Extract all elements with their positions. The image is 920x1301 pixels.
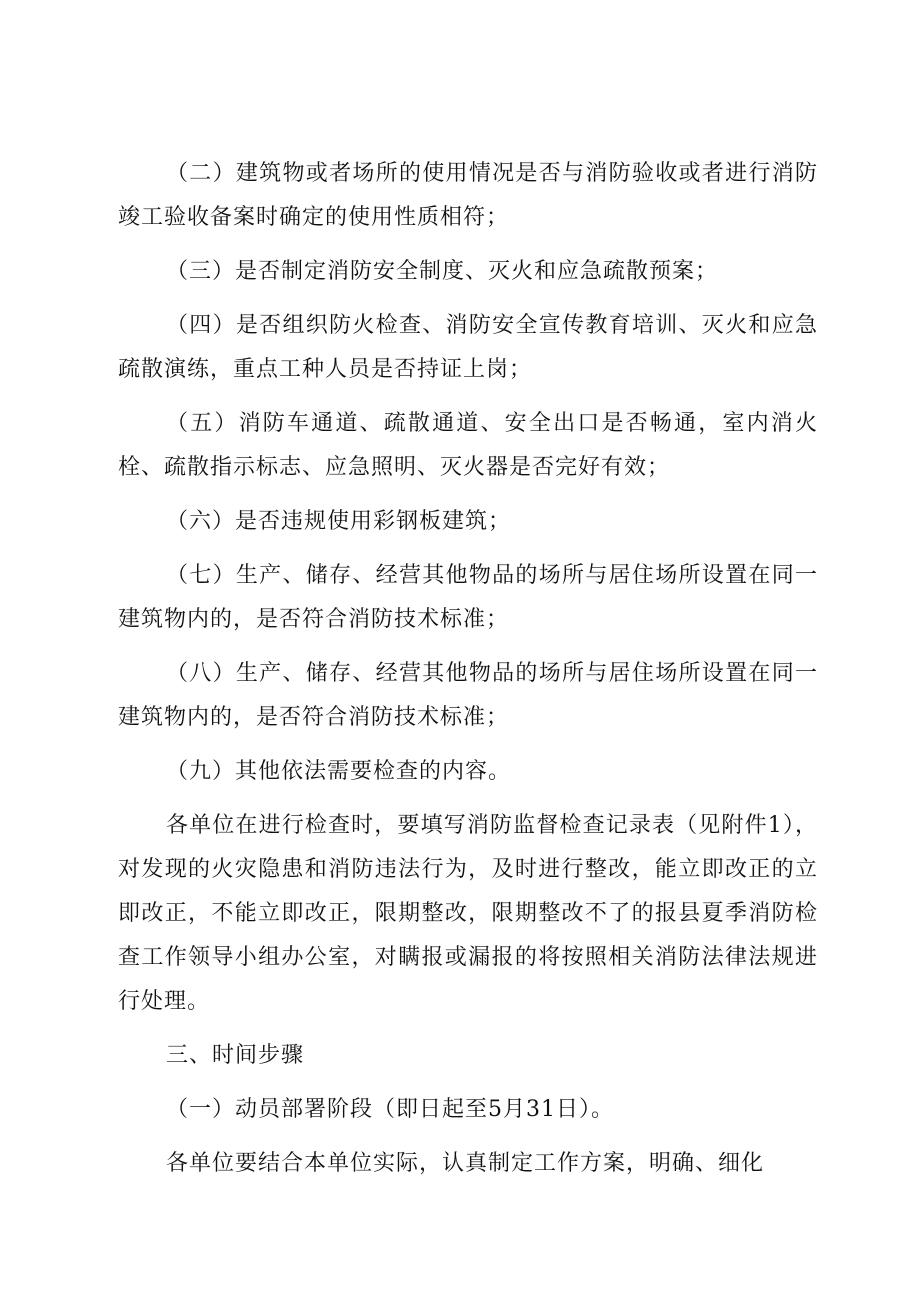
- item-7-paragraph: （七）生产、储存、经营其他物品的场所与居住场所设置在同一建筑物内的，是否符合消防技术标准；: [118, 563, 818, 632]
- phase-1-paragraph: （一）动员部署阶段（即日起至5月31日）。: [166, 1097, 614, 1122]
- item-4-paragraph: （四）是否组织防火检查、消防安全宣传教育培训、灭火和应急疏散演练，重点工种人员是否持证上岗；: [118, 313, 818, 382]
- item-3-paragraph: （三）是否制定消防安全制度、灭火和应急疏散预案；: [166, 259, 719, 284]
- item-8-paragraph: （八）生产、储存、经营其他物品的场所与居住场所设置在同一建筑物内的，是否符合消防技术标准；: [118, 661, 818, 730]
- item-9-paragraph: （九）其他依法需要检查的内容。: [166, 759, 512, 784]
- inspection-record-paragraph: 各单位在进行检查时，要填写消防监督检查记录表（见附件1），对发现的火灾隐患和消防违法行为，及时进行整改，能立即改正的立即改正，不能立即改正，限期整改，限期整改不了的报县夏季消防检查工作领导小组办公室，对瞒报或漏报的将按照相关消防法律法规进行处理。: [118, 813, 818, 1014]
- item-5-paragraph: （五）消防车通道、疏散通道、安全出口是否畅通，室内消火栓、疏散指示标志、应急照明、灭火器是否完好有效；: [118, 411, 818, 480]
- section-heading: 三、时间步骤: [166, 1043, 305, 1068]
- document-body: [118, 152, 818, 1196]
- work-plan-paragraph: 各单位要结合本单位实际，认真制定工作方案，明确、细化: [166, 1151, 765, 1176]
- item-6-paragraph: （六）是否违规使用彩钢板建筑；: [166, 509, 512, 534]
- item-2-paragraph: （二）建筑物或者场所的使用情况是否与消防验收或者进行消防竣工验收备案时确定的使用性质相符；: [118, 161, 818, 230]
